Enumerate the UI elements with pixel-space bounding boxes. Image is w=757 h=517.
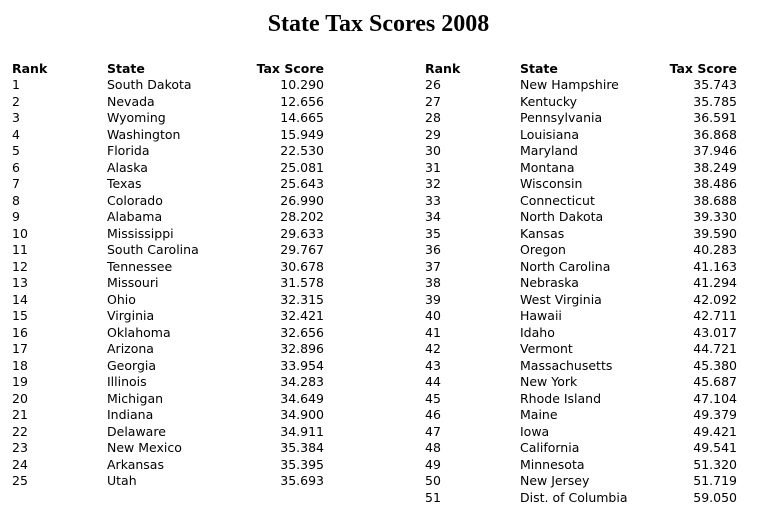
ranking-table-left-body [12, 77, 324, 490]
tax-score-cell: 25.643 [280, 176, 324, 191]
rank-cell: 35 [425, 225, 441, 241]
rank-cell: 36 [425, 242, 441, 257]
state-cell: New Hampshire [520, 77, 619, 92]
table-row [425, 259, 737, 276]
state-cell: Indiana [107, 407, 154, 422]
table-row [12, 473, 324, 490]
state-cell: Mississippi [107, 225, 174, 241]
table-row [425, 110, 737, 127]
tax-score-cell: 29.633 [280, 225, 324, 241]
table-row [425, 341, 737, 358]
table-row [12, 292, 324, 309]
tax-score-cell: 39.590 [693, 225, 737, 241]
table-row [12, 77, 324, 94]
table-row [12, 341, 324, 358]
table-row [425, 160, 737, 177]
tax-score-cell: 35.785 [693, 93, 737, 109]
table-row [425, 242, 737, 259]
table-row [425, 77, 737, 94]
state-cell: New Jersey [520, 473, 590, 488]
state-cell: North Carolina [520, 258, 611, 274]
state-column-header: State [107, 61, 145, 76]
table-row [12, 407, 324, 424]
rank-cell: 20 [12, 390, 28, 406]
rank-cell: 31 [425, 159, 441, 175]
rank-cell: 15 [12, 308, 28, 323]
tax-score-cell: 22.530 [280, 143, 324, 158]
state-cell: Hawaii [520, 308, 562, 323]
rank-cell: 28 [425, 110, 441, 125]
table-row [12, 308, 324, 325]
tax-score-cell: 51.320 [693, 456, 737, 472]
table-row [12, 259, 324, 276]
tax-score-cell: 35.395 [280, 456, 324, 472]
state-cell: Alaska [107, 159, 148, 175]
state-cell: New York [520, 374, 578, 389]
state-cell: Delaware [107, 423, 166, 439]
state-cell: Rhode Island [520, 390, 602, 406]
table-row [425, 490, 737, 507]
state-cell: Virginia [107, 308, 155, 323]
rank-cell: 39 [425, 291, 441, 307]
state-cell: Alabama [107, 209, 163, 224]
table-row [12, 440, 324, 457]
state-cell: Vermont [520, 341, 573, 356]
rank-cell: 1 [12, 77, 20, 92]
rank-cell: 44 [425, 374, 441, 389]
rank-cell: 9 [12, 209, 20, 224]
state-cell: Wyoming [107, 110, 166, 125]
ranking-table-right [425, 60, 737, 506]
rank-cell: 47 [425, 423, 441, 439]
state-cell: Connecticut [520, 192, 595, 208]
state-cell: Illinois [107, 374, 147, 389]
rank-cell: 10 [12, 225, 28, 241]
table-header-row [425, 60, 737, 77]
state-cell: Idaho [520, 324, 555, 340]
table-row [425, 275, 737, 292]
rank-cell: 21 [12, 407, 28, 422]
state-cell: Kentucky [520, 93, 578, 109]
state-cell: Florida [107, 143, 150, 158]
rank-cell: 38 [425, 275, 441, 290]
rank-cell: 43 [425, 357, 441, 373]
tax-score-cell: 59.050 [693, 489, 737, 505]
state-cell: Iowa [520, 423, 550, 439]
table-row [425, 374, 737, 391]
ranking-table-left [12, 60, 324, 490]
table-row [425, 209, 737, 226]
tax-score-cell: 29.767 [280, 242, 324, 257]
tax-score-cell: 34.900 [280, 407, 324, 422]
rank-cell: 23 [12, 440, 28, 455]
tax-score-cell: 49.379 [693, 407, 737, 422]
tax-score-cell: 49.541 [693, 440, 737, 455]
state-cell: Georgia [107, 357, 157, 373]
tax-score-cell: 32.896 [280, 341, 324, 356]
tax-score-cell: 32.421 [280, 308, 324, 323]
state-cell: Tennessee [107, 258, 173, 274]
state-cell: Oregon [520, 242, 566, 257]
tax-score-cell: 34.649 [280, 390, 324, 406]
tax-score-cell: 25.081 [280, 159, 324, 175]
state-cell: Nevada [107, 93, 155, 109]
tax-score-cell: 26.990 [280, 192, 324, 208]
tax-score-cell: 47.104 [693, 390, 737, 406]
table-row [12, 374, 324, 391]
table-row [12, 127, 324, 144]
state-cell: Texas [107, 176, 142, 191]
state-cell: Maine [520, 407, 558, 422]
state-cell: Pennsylvania [520, 110, 603, 125]
table-header-row [12, 60, 324, 77]
tax-score-cell: 14.665 [280, 110, 324, 125]
state-cell: California [520, 440, 580, 455]
tax-score-cell: 31.578 [280, 275, 324, 290]
rank-cell: 46 [425, 407, 441, 422]
table-row [425, 325, 737, 342]
rank-cell: 11 [12, 242, 28, 257]
state-cell: Oklahoma [107, 324, 171, 340]
table-row [425, 440, 737, 457]
state-cell: Dist. of Columbia [520, 489, 628, 505]
state-column-header: State [520, 61, 558, 76]
rank-cell: 24 [12, 456, 28, 472]
rank-cell: 5 [12, 143, 20, 158]
tax-score-cell: 33.954 [280, 357, 324, 373]
rank-cell: 6 [12, 159, 20, 175]
rank-cell: 30 [425, 143, 441, 158]
table-row [12, 110, 324, 127]
tax-score-cell: 40.283 [693, 242, 737, 257]
tax-score-cell: 51.719 [693, 473, 737, 488]
tax-score-cell: 28.202 [280, 209, 324, 224]
table-row [12, 143, 324, 160]
rank-cell: 50 [425, 473, 441, 488]
state-cell: Louisiana [520, 126, 580, 142]
table-row [12, 176, 324, 193]
rank-cell: 27 [425, 93, 441, 109]
state-cell: North Dakota [520, 209, 604, 224]
rank-cell: 45 [425, 390, 441, 406]
table-row [425, 308, 737, 325]
state-cell: Colorado [107, 192, 163, 208]
rank-cell: 48 [425, 440, 441, 455]
state-cell: Montana [520, 159, 575, 175]
tax-score-cell: 30.678 [280, 258, 324, 274]
table-row [12, 457, 324, 474]
tax-score-cell: 41.294 [693, 275, 737, 290]
tax-score-cell: 41.163 [693, 258, 737, 274]
rank-cell: 17 [12, 341, 28, 356]
table-row [12, 160, 324, 177]
rank-cell: 12 [12, 258, 28, 274]
table-row [12, 358, 324, 375]
table-row [425, 193, 737, 210]
tax-score-cell: 35.743 [693, 77, 737, 92]
tax-score-cell: 36.591 [693, 110, 737, 125]
rank-cell: 7 [12, 176, 20, 191]
rank-cell: 8 [12, 192, 20, 208]
table-row [12, 275, 324, 292]
rank-cell: 13 [12, 275, 28, 290]
tax-score-cell: 45.687 [693, 374, 737, 389]
table-row [12, 193, 324, 210]
rank-cell: 3 [12, 110, 20, 125]
tax-score-cell: 32.315 [280, 291, 324, 307]
page-title: State Tax Scores 2008 [267, 11, 490, 37]
table-row [425, 94, 737, 111]
state-cell: New Mexico [107, 440, 182, 455]
tax-score-cell: 44.721 [693, 341, 737, 356]
state-cell: West Virginia [520, 291, 602, 307]
table-row [12, 242, 324, 259]
tax-score-column-header: Tax Score [256, 61, 324, 76]
state-cell: Utah [107, 473, 137, 488]
tax-score-cell: 34.283 [280, 374, 324, 389]
state-cell: Minnesota [520, 456, 585, 472]
tax-score-column-header: Tax Score [669, 61, 737, 76]
rank-cell: 19 [12, 374, 28, 389]
table-row [12, 94, 324, 111]
tax-score-cell: 34.911 [280, 423, 324, 439]
state-cell: Arizona [107, 341, 154, 356]
table-row [12, 391, 324, 408]
table-row [12, 226, 324, 243]
rank-column-header: Rank [12, 61, 48, 76]
rank-column-header: Rank [425, 61, 461, 76]
tax-score-cell: 35.693 [280, 473, 324, 488]
table-row [425, 473, 737, 490]
state-cell: Kansas [520, 225, 565, 241]
tax-score-cell: 43.017 [693, 324, 737, 340]
tax-score-cell: 36.868 [693, 126, 737, 142]
tax-score-cell: 12.656 [280, 93, 324, 109]
tax-score-cell: 35.384 [280, 440, 324, 455]
tax-score-cell: 45.380 [693, 357, 737, 373]
rank-cell: 51 [425, 489, 441, 505]
rank-cell: 42 [425, 341, 441, 356]
table-row [425, 292, 737, 309]
table-row [425, 226, 737, 243]
rank-cell: 40 [425, 308, 441, 323]
table-row [425, 358, 737, 375]
state-cell: Michigan [107, 390, 164, 406]
table-row [425, 457, 737, 474]
rank-cell: 26 [425, 77, 441, 92]
tax-score-cell: 38.249 [693, 159, 737, 175]
rank-cell: 2 [12, 93, 20, 109]
tax-score-cell: 38.688 [693, 192, 737, 208]
state-cell: Wisconsin [520, 176, 583, 191]
table-row [425, 424, 737, 441]
table-row [425, 391, 737, 408]
rank-cell: 41 [425, 324, 441, 340]
table-row [425, 143, 737, 160]
tax-score-cell: 32.656 [280, 324, 324, 340]
rank-cell: 16 [12, 324, 28, 340]
state-cell: Ohio [107, 291, 136, 307]
rank-cell: 32 [425, 176, 441, 191]
tax-score-cell: 39.330 [693, 209, 737, 224]
tax-score-cell: 38.486 [693, 176, 737, 191]
tax-score-cell: 42.711 [693, 308, 737, 323]
rank-cell: 37 [425, 258, 441, 274]
ranking-table-right-body [425, 77, 737, 506]
rank-cell: 34 [425, 209, 441, 224]
rank-cell: 49 [425, 456, 441, 472]
tax-score-cell: 49.421 [693, 423, 737, 439]
state-cell: Massachusetts [520, 357, 613, 373]
table-row [12, 209, 324, 226]
rank-cell: 18 [12, 357, 28, 373]
tax-score-cell: 10.290 [280, 77, 324, 92]
state-cell: Missouri [107, 275, 159, 290]
state-cell: Maryland [520, 143, 578, 158]
table-row [12, 424, 324, 441]
table-row [425, 176, 737, 193]
table-row [12, 325, 324, 342]
rank-cell: 22 [12, 423, 28, 439]
rank-cell: 25 [12, 473, 28, 488]
table-row [425, 127, 737, 144]
rank-cell: 4 [12, 126, 20, 142]
state-cell: South Dakota [107, 77, 192, 92]
tax-score-cell: 37.946 [693, 143, 737, 158]
tax-score-cell: 42.092 [693, 291, 737, 307]
state-cell: South Carolina [107, 242, 199, 257]
tax-score-cell: 15.949 [280, 126, 324, 142]
rank-cell: 33 [425, 192, 441, 208]
state-cell: Arkansas [107, 456, 164, 472]
state-cell: Washington [107, 126, 181, 142]
table-row [425, 407, 737, 424]
state-cell: Nebraska [520, 275, 579, 290]
rank-cell: 29 [425, 126, 441, 142]
rank-cell: 14 [12, 291, 28, 307]
